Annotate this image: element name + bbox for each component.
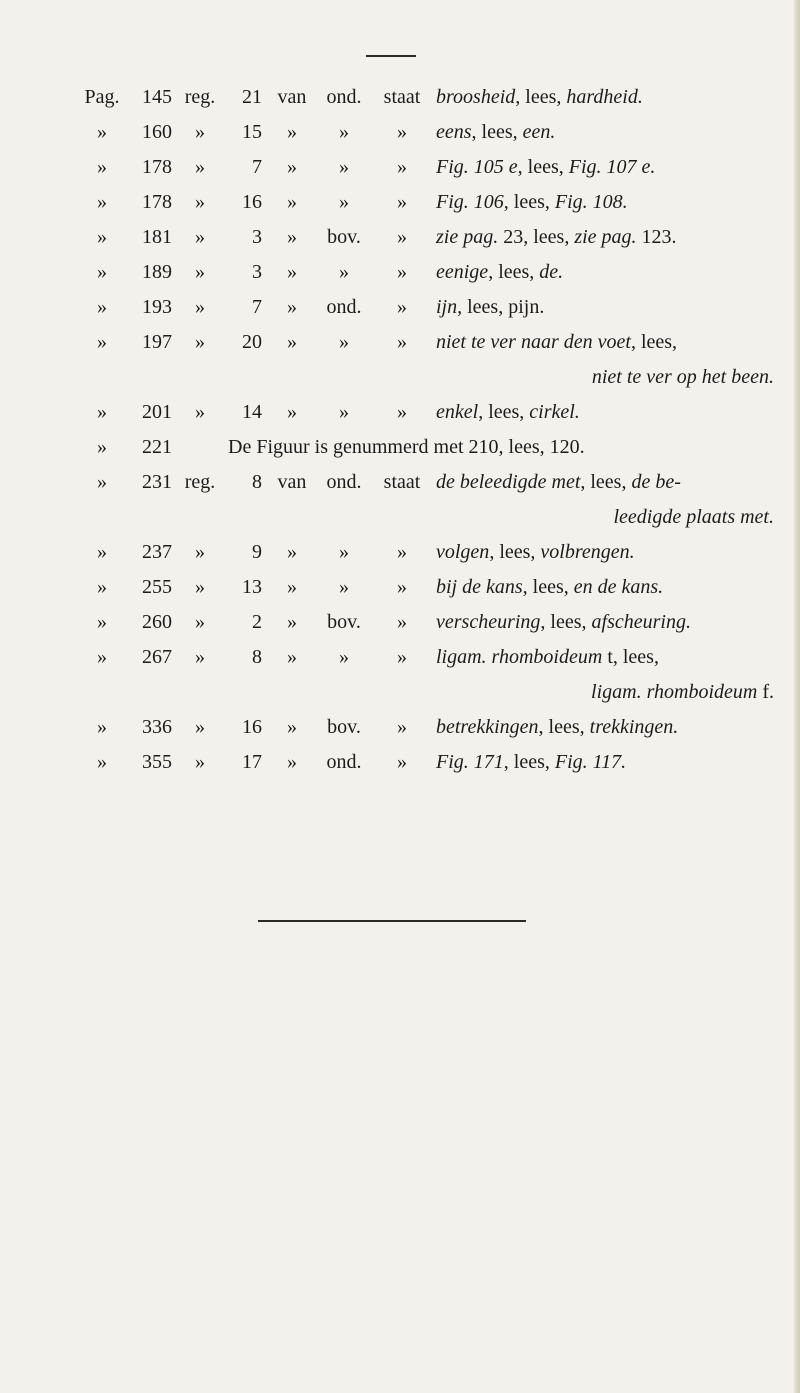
text-segment: de beleedigde met [436,471,581,493]
correction [436,150,774,185]
page-label: » [97,261,107,283]
from-label: » [287,611,297,633]
line-number: 3 [252,226,262,248]
line-label: » [195,156,205,178]
page-label: » [97,541,107,563]
page-number: 267 [142,646,172,668]
correction [436,535,774,570]
line-label: » [195,751,205,773]
page-edge [794,0,800,1393]
errata-row [78,640,778,710]
errata-row [78,395,778,430]
text-segment: , lees, [515,86,567,108]
text-segment: leedigde plaats met. [613,506,774,528]
correction [436,605,774,640]
direction: ond. [326,296,362,318]
page-label: » [97,471,107,493]
text-segment: lees, [508,191,555,213]
stands-label: » [397,576,407,598]
correction [436,710,774,745]
page-label: » [97,716,107,738]
correction [436,220,774,255]
from-label: » [287,121,297,143]
line-number: 17 [242,751,262,773]
line-label: » [195,716,205,738]
errata-row [78,570,778,605]
direction: bov. [327,716,361,738]
errata-note: De Figuur is genummerd met 210, lees, 120. [228,436,585,458]
line-number: 14 [242,401,262,423]
line-number: 21 [242,86,262,108]
errata-row [78,115,778,150]
from-label: » [287,401,297,423]
from-label: » [287,261,297,283]
direction: » [339,646,349,668]
text-segment: betrekkingen [436,716,539,738]
correction-continued [436,360,774,395]
errata-row [78,745,778,780]
text-segment: ijn, [436,296,463,318]
text-segment: eens [436,121,472,143]
text-segment: bij de kans [436,576,523,598]
direction: » [339,401,349,423]
text-segment: f. [757,681,774,703]
line-number: 8 [252,471,262,493]
text-segment: Fig. 108. [554,191,628,213]
errata-row [78,220,778,255]
line-label: » [195,296,205,318]
text-segment: hardheid. [566,86,643,108]
from-label: van [277,86,307,108]
errata-row [78,290,778,325]
from-label: » [287,541,297,563]
correction [436,115,774,150]
page-label: » [97,401,107,423]
page-label: » [97,331,107,353]
text-segment: t, lees, [602,646,659,668]
stands-label: » [397,611,407,633]
line-label: reg. [184,86,216,108]
text-segment: , lees, [522,576,574,598]
errata-row [78,465,778,535]
line-number: 7 [252,156,262,178]
line-number: 9 [252,541,262,563]
stands-label: » [397,226,407,248]
text-segment: verscheuring [436,611,541,633]
line-label: » [195,646,205,668]
stands-label: » [397,751,407,773]
correction [436,640,774,675]
text-segment: 123. [636,226,677,248]
text-segment: een. [522,121,556,143]
errata-row [78,430,778,465]
correction [436,745,774,780]
direction: » [339,331,349,353]
correction-continued [436,500,774,535]
text-segment: Fig. 117. [554,751,627,773]
direction: » [339,261,349,283]
line-label: » [195,576,205,598]
text-segment: , lees, [580,471,632,493]
stands-label: » [397,156,407,178]
page-number: 145 [142,86,172,108]
direction: » [339,191,349,213]
page-label: » [97,191,107,213]
page-label: » [97,611,107,633]
page-number: 336 [142,716,172,738]
text-segment: zie pag. [574,226,637,248]
bottom-rule [258,920,526,922]
correction [436,80,774,115]
from-label: » [287,576,297,598]
line-label: » [195,121,205,143]
page-number: 221 [142,436,172,458]
line-number: 16 [242,191,262,213]
line-number: 16 [242,716,262,738]
stands-label: » [397,296,407,318]
line-label: » [195,611,205,633]
page-number: 160 [142,121,172,143]
text-segment: , lees, [471,121,523,143]
stands-label: » [397,716,407,738]
from-label: » [287,156,297,178]
text-segment: trekkingen. [589,716,679,738]
page-number: 181 [142,226,172,248]
text-segment: , lees, [540,611,592,633]
from-label: » [287,331,297,353]
page-number: 260 [142,611,172,633]
line-number: 8 [252,646,262,668]
from-label: » [287,296,297,318]
direction: ond. [326,751,362,773]
errata-row [78,185,778,220]
page-number: 355 [142,751,172,773]
page-number: 197 [142,331,172,353]
correction [436,465,774,500]
text-segment: niet te ver op het been. [591,366,774,388]
text-segment: de be- [631,471,681,493]
text-segment: , lees, [538,716,590,738]
line-number: 7 [252,296,262,318]
errata-row [78,605,778,640]
line-number: 13 [242,576,262,598]
text-segment: cirkel. [529,401,580,423]
text-segment: broosheid [436,86,516,108]
text-segment: Fig. 106, [436,191,509,213]
page-number: 237 [142,541,172,563]
errata-list [78,80,778,780]
from-label: » [287,191,297,213]
page-number: 189 [142,261,172,283]
direction: bov. [327,611,361,633]
page-number: 178 [142,156,172,178]
stands-label: staat [383,471,421,493]
direction: ond. [326,86,362,108]
text-segment: , lees, [489,541,541,563]
text-segment: ligam. rhomboideum [591,681,758,703]
line-number: 15 [242,121,262,143]
text-segment: eenige [436,261,489,283]
page-number: 201 [142,401,172,423]
direction: » [339,576,349,598]
stands-label: » [397,646,407,668]
errata-row [78,325,778,395]
page-label: » [97,121,107,143]
correction-continued [436,675,774,710]
stands-label: staat [383,86,421,108]
text-segment: ligam. rhomboideum [436,646,603,668]
text-segment: , lees, [503,751,555,773]
text-segment: zie pag. [436,226,499,248]
text-segment: de. [539,261,564,283]
page-label: » [97,296,107,318]
line-label: » [195,261,205,283]
correction [436,395,774,430]
text-segment: en de kans. [573,576,664,598]
text-segment: Fig. 105 e [436,156,518,178]
from-label: van [277,471,307,493]
text-segment: volgen [436,541,490,563]
stands-label: » [397,191,407,213]
line-label: » [195,401,205,423]
correction [436,185,774,220]
line-label: » [195,331,205,353]
direction: » [339,121,349,143]
page-label: » [97,646,107,668]
text-segment: , lees, [517,156,569,178]
top-rule [366,55,416,57]
text-segment: lees, pijn. [462,296,545,318]
line-label: » [195,191,205,213]
text-segment: , lees, [630,331,678,353]
direction: bov. [327,226,361,248]
line-number: 20 [242,331,262,353]
errata-row [78,80,778,115]
correction [436,255,774,290]
page-number: 193 [142,296,172,318]
from-label: » [287,751,297,773]
errata-row [78,150,778,185]
text-segment: Fig. 107 e. [568,156,656,178]
page-label: » [97,156,107,178]
direction: ond. [326,471,362,493]
text-segment: , lees, [488,261,540,283]
line-label: reg. [184,471,216,493]
errata-row [78,255,778,290]
page-label: » [97,226,107,248]
direction: » [339,541,349,563]
stands-label: » [397,261,407,283]
errata-row [78,710,778,745]
correction [436,570,774,605]
from-label: » [287,716,297,738]
line-label: » [195,541,205,563]
stands-label: » [397,401,407,423]
text-segment: 23, lees, [498,226,575,248]
page-label: » [97,436,107,458]
correction [436,325,774,360]
page-number: 231 [142,471,172,493]
text-segment: volbrengen. [540,541,635,563]
line-number: 2 [252,611,262,633]
page-number: 178 [142,191,172,213]
page-label: » [97,576,107,598]
text-segment: afscheuring. [591,611,691,633]
direction: » [339,156,349,178]
line-number: 3 [252,261,262,283]
from-label: » [287,646,297,668]
text-segment: enkel [436,401,479,423]
text-segment: niet te ver naar den voet [436,331,631,353]
page-label: Pag. [84,86,120,108]
text-segment: , lees, [478,401,530,423]
from-label: » [287,226,297,248]
stands-label: » [397,541,407,563]
page-label: » [97,751,107,773]
text-segment: Fig. 171 [436,751,504,773]
line-label: » [195,226,205,248]
errata-row [78,535,778,570]
stands-label: » [397,331,407,353]
correction [436,290,774,325]
page-number: 255 [142,576,172,598]
stands-label: » [397,121,407,143]
